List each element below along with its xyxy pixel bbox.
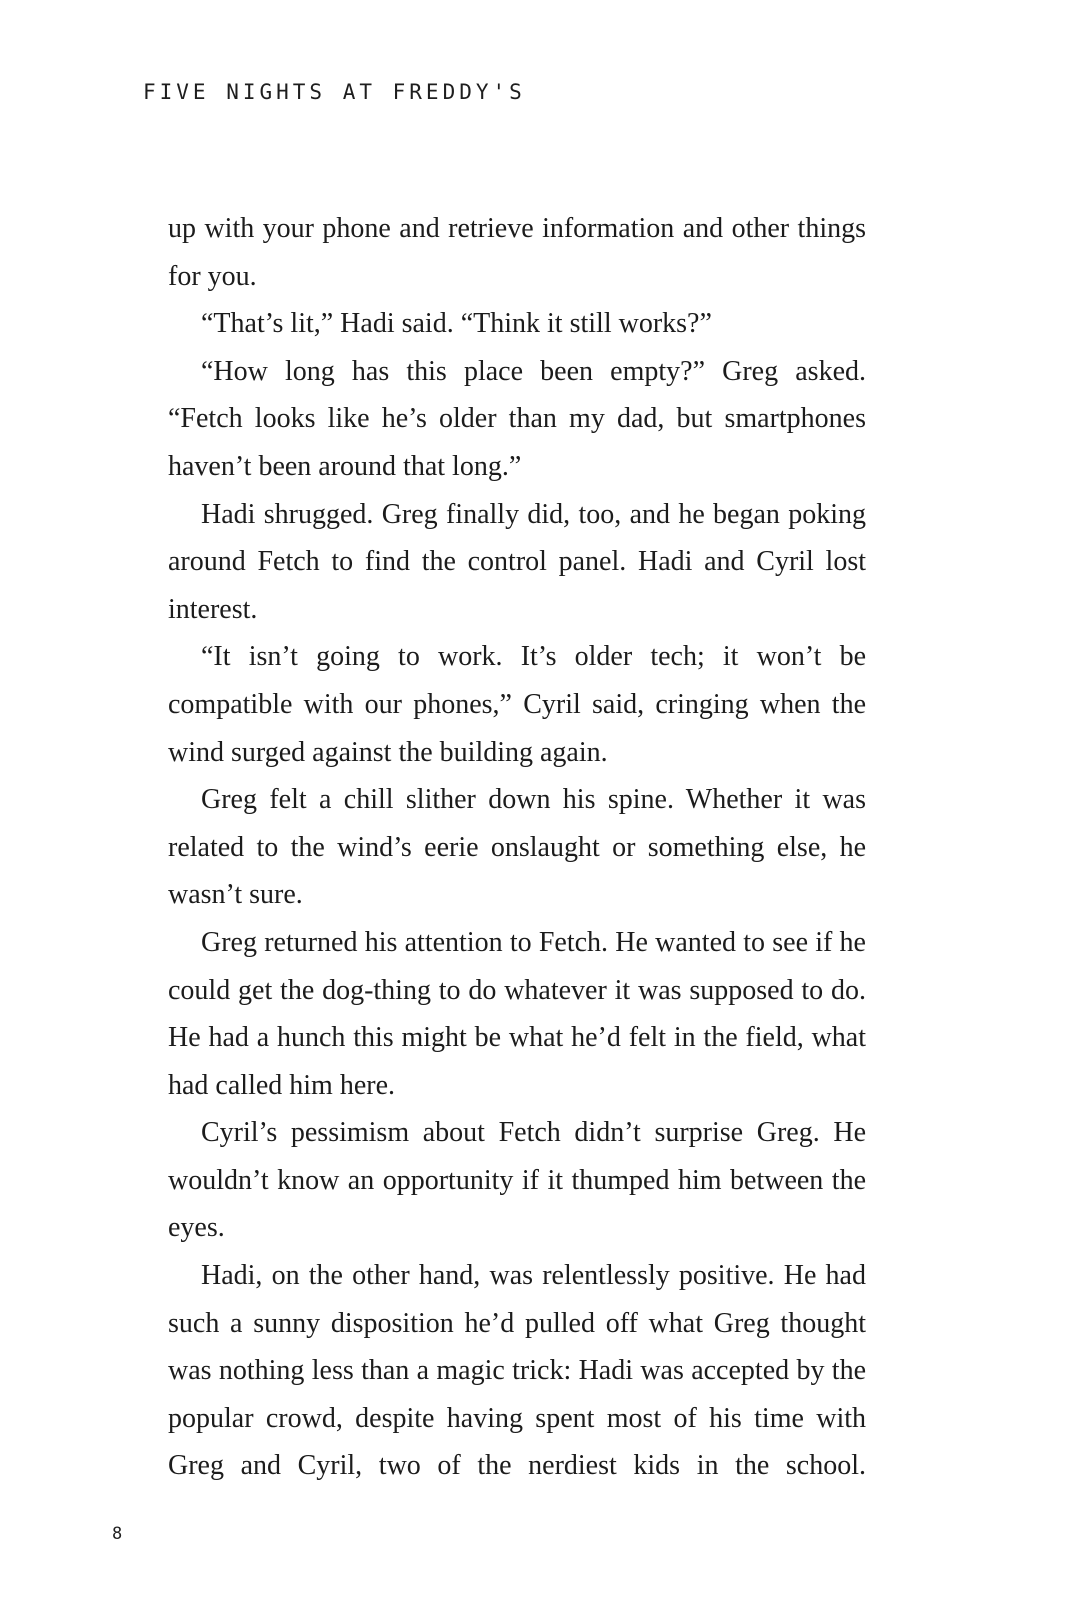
paragraph: “It isn’t going to work. It’s older tech; it won’t be compatible with our phones,” Cyril said, cringing when the wind surged against the building again. — [168, 641, 866, 768]
page-number: 8 — [112, 1524, 123, 1544]
paragraph: Hadi shrugged. Greg finally did, too, and he began poking around Fetch to find the control panel. Hadi and Cyril lost interest. — [168, 498, 866, 625]
paragraph: “How long has this place been empty?” Greg asked. “Fetch looks like he’s older than my dad, but smartphones haven’t been around that long.” — [168, 355, 866, 482]
paragraph: “That’s lit,” Hadi said. “Think it still works?” — [201, 308, 712, 340]
paragraph: Cyril’s pessimism about Fetch didn’t surprise Greg. He wouldn’t know an opportunity if it thumped him between the eyes. — [168, 1117, 866, 1244]
body-text — [168, 205, 866, 1490]
paragraph: Greg felt a chill slither down his spine. Whether it was related to the wind’s eerie onslaught or something else, he wasn’t sure. — [168, 784, 866, 911]
paragraph: Hadi, on the other hand, was relentlessly positive. He had such a sunny disposition he’d pulled off what Greg thought was nothing less than a magic trick: Hadi was accepted by the popular crowd, despite having spent most of his time with Greg and Cyril, two of the nerdiest kids in the school. — [168, 1260, 866, 1482]
paragraph: up with your phone and retrieve information and other things for you. — [168, 213, 866, 292]
running-head: FIVE NIGHTS AT FREDDY'S — [143, 80, 526, 104]
paragraph: Greg returned his attention to Fetch. He wanted to see if he could get the dog-thing to do whatever it was supposed to do. He had a hunch this might be what he’d felt in the field, what had called him here. — [168, 926, 866, 1101]
